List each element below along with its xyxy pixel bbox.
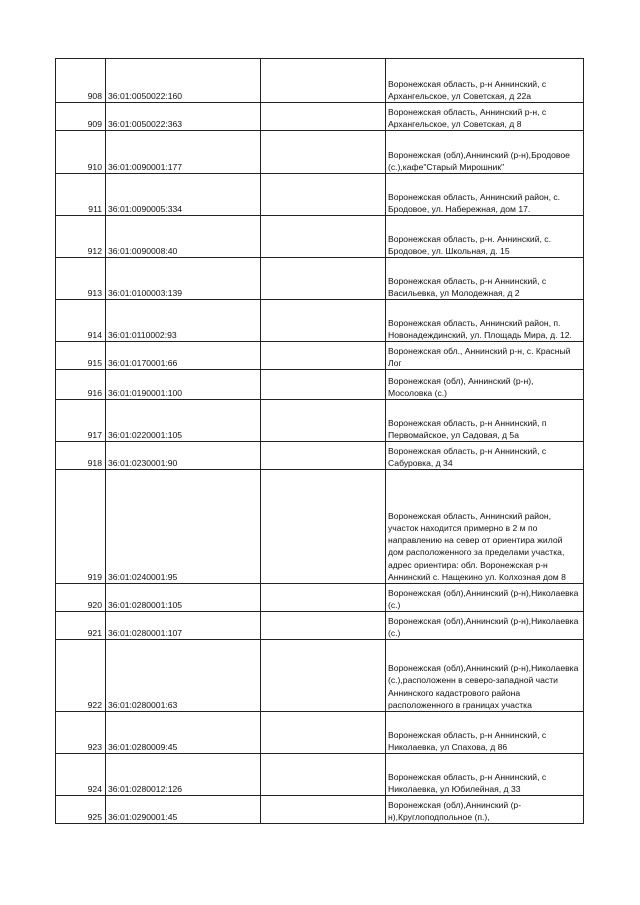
address-cell: Воронежская область, р-н Аннинский, с Сабуровка, д 34 [386,442,584,470]
cadastral-number-cell: 36:01:0290001:45 [106,796,261,824]
table-row [56,370,584,400]
empty-cell [261,442,386,470]
table-row [56,300,584,342]
empty-cell [261,754,386,796]
address-cell: Воронежская (обл), Аннинский (р-н), Мосоловка (с.) [386,370,584,400]
address-cell: Воронежская область, Аннинский р-н, с Архангельское, ул Советская, д 8 [386,103,584,131]
address-cell: Воронежская (обл),Аннинский (р-н),Круглоподпольное (п.), [386,796,584,824]
address-cell: Воронежская область, Аннинский район, с. Бродовое, ул. Набережная, дом 17. [386,174,584,216]
row-number-cell: 921 [56,612,106,640]
empty-cell [261,400,386,442]
cadastral-number-cell: 36:01:0220001:105 [106,400,261,442]
cadastral-number-cell: 36:01:0230001:90 [106,442,261,470]
empty-cell [261,584,386,612]
row-number-cell: 915 [56,342,106,370]
table-row [56,584,584,612]
cadastral-number-cell: 36:01:0240001:95 [106,470,261,584]
cadastral-number-cell: 36:01:0280012:126 [106,754,261,796]
address-cell: Воронежская (обл),Аннинский (р-н),Николаевка (с.) [386,612,584,640]
cadastral-number-cell: 36:01:0090008:40 [106,216,261,258]
address-cell: Воронежская область, Аннинский район, участок находится примерно в 2 м по направлению на север от ориентира жилой дом расположенного за пределами участка, адрес ориентира: обл. Воронежская р-н Аннинский с. Нащекино ул. Колхозная дом 8 [386,470,584,584]
row-number-cell: 916 [56,370,106,400]
cadastral-number-cell: 36:01:0050022:363 [106,103,261,131]
table-row [56,174,584,216]
table-row [56,442,584,470]
address-cell: Воронежская область, Аннинский район, п. Новонадеждинский, ул. Площадь Мира, д. 12. [386,300,584,342]
cadastral-number-cell: 36:01:0280001:63 [106,640,261,712]
address-cell: Воронежская область, р-н Аннинский, п Первомайское, ул Садовая, д 5а [386,400,584,442]
empty-cell [261,712,386,754]
cadastral-number-cell: 36:01:0170001:66 [106,342,261,370]
empty-cell [261,131,386,174]
table-row [56,59,584,103]
cadastral-number-cell: 36:01:0280009:45 [106,712,261,754]
cadastral-number-cell: 36:01:0190001:100 [106,370,261,400]
table-row [56,400,584,442]
cadastral-number-cell: 36:01:0090005:334 [106,174,261,216]
row-number-cell: 911 [56,174,106,216]
empty-cell [261,342,386,370]
empty-cell [261,103,386,131]
table-row [56,612,584,640]
row-number-cell: 919 [56,470,106,584]
address-cell: Воронежская (обл),Аннинский (р-н),Николаевка (с.) [386,584,584,612]
empty-cell [261,258,386,300]
row-number-cell: 924 [56,754,106,796]
address-cell: Воронежская обл., Аннинский р-н, с. Красный Лог [386,342,584,370]
cadastral-number-cell: 36:01:0050022:160 [106,59,261,103]
address-cell: Воронежская область, р-н Аннинский, с Николаевка, ул Спахова, д 86 [386,712,584,754]
address-cell: Воронежская область, р-н Аннинский, с Архангельское, ул Советская, д 22а [386,59,584,103]
row-number-cell: 923 [56,712,106,754]
address-cell: Воронежская область, р-н. Аннинский, с. Бродовое, ул. Школьная, д. 15 [386,216,584,258]
registry-table-body [56,59,584,824]
registry-table [55,58,584,824]
cadastral-number-cell: 36:01:0280001:105 [106,584,261,612]
row-number-cell: 910 [56,131,106,174]
row-number-cell: 918 [56,442,106,470]
table-row [56,712,584,754]
row-number-cell: 909 [56,103,106,131]
address-cell: Воронежская (обл),Аннинский (р-н),Бродовое (с.),кафе"Старый Мирошник" [386,131,584,174]
empty-cell [261,640,386,712]
row-number-cell: 913 [56,258,106,300]
table-row [56,754,584,796]
table-row [56,796,584,824]
table-row [56,342,584,370]
table-row [56,640,584,712]
cadastral-number-cell: 36:01:0100003:139 [106,258,261,300]
row-number-cell: 912 [56,216,106,258]
empty-cell [261,370,386,400]
address-cell: Воронежская (обл),Аннинский (р-н),Николаевка (с.),расположенн в северо-западной части Аннинского кадастрового района расположенного в границах участка [386,640,584,712]
empty-cell [261,612,386,640]
table-row [56,216,584,258]
empty-cell [261,174,386,216]
table-row [56,131,584,174]
row-number-cell: 925 [56,796,106,824]
cadastral-number-cell: 36:01:0090001:177 [106,131,261,174]
row-number-cell: 908 [56,59,106,103]
empty-cell [261,216,386,258]
cadastral-number-cell: 36:01:0110002:93 [106,300,261,342]
table-row [56,470,584,584]
table-row [56,258,584,300]
empty-cell [261,796,386,824]
empty-cell [261,59,386,103]
table-row [56,103,584,131]
row-number-cell: 917 [56,400,106,442]
address-cell: Воронежская область, р-н Аннинский, с Васильевка, ул Молодежная, д 2 [386,258,584,300]
address-cell: Воронежская область, р-н Аннинский, с Николаевка, ул Юбилейная, д 33 [386,754,584,796]
empty-cell [261,300,386,342]
cadastral-number-cell: 36:01:0280001:107 [106,612,261,640]
row-number-cell: 920 [56,584,106,612]
row-number-cell: 914 [56,300,106,342]
row-number-cell: 922 [56,640,106,712]
empty-cell [261,470,386,584]
